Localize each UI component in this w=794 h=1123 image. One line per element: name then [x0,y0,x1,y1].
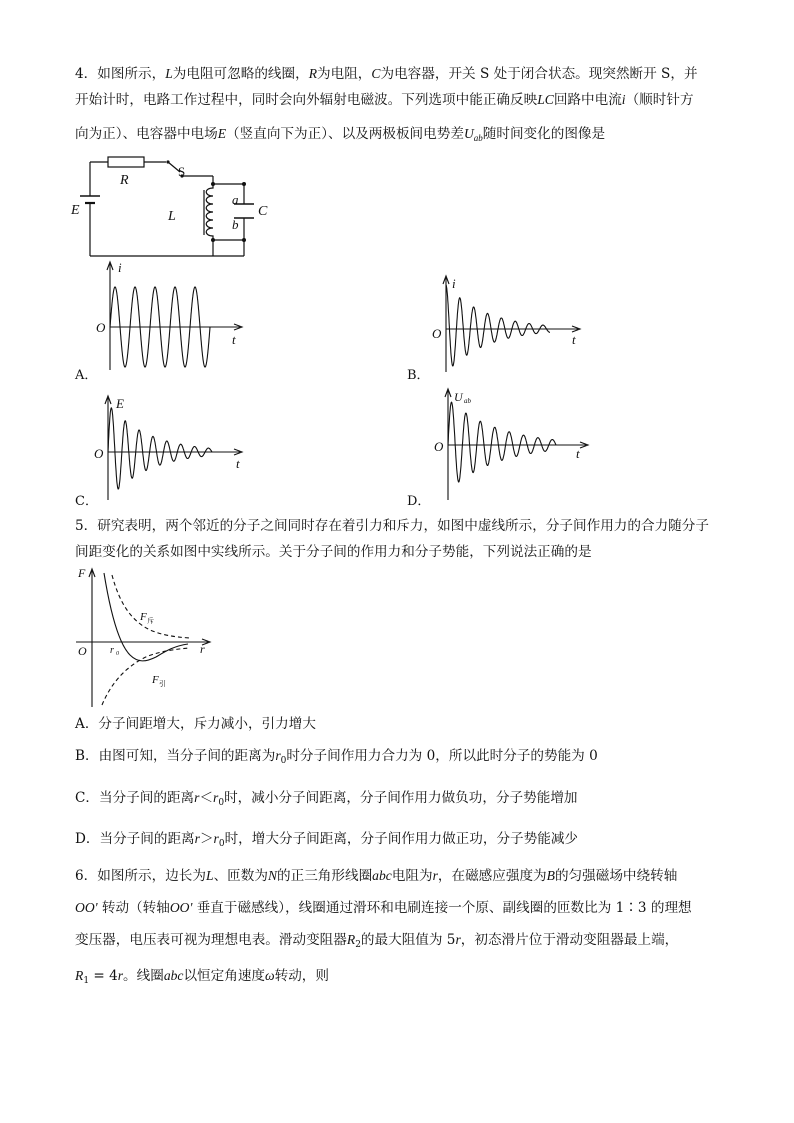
q5-option-b [75,747,598,765]
text: C．当分子间的距离 [75,790,195,806]
var-R: R [346,932,356,947]
var-omega: ω [265,968,275,983]
sub: 1 [83,976,90,986]
var-U-sub: ab [473,133,483,143]
text: 时，减小分子间距离，分子间作用力做负功，分子势能增加 [224,790,578,806]
var-U: U [463,126,474,141]
var-L: L [206,868,214,883]
lc-circuit-diagram [0,0,794,300]
var-OO: OO' [169,900,193,915]
var-r0: r [213,790,219,805]
option-d-letter: D． [407,494,431,509]
var-OO: OO' [75,900,98,915]
text: 时分子间作用力合力为 0，所以此时分子的势能为 0 [286,748,598,764]
option-b-y-label: i [452,276,456,291]
text: D．当分子间的距离 [75,831,195,847]
circuit-label-a: a [232,192,239,207]
repulsive-force-curve [112,575,190,638]
option-a-origin: O [96,320,106,335]
option-c-x-label: t [236,456,240,471]
text: = 4 [89,968,118,984]
var-r: r [194,790,200,805]
text: 电阻为 [391,868,433,884]
option-c-graph [80,392,260,502]
var-E: E [217,126,227,141]
q5-option-a: A．分子间距增大，斥力减小，引力增大 [75,716,316,732]
sub: 2 [355,940,361,950]
option-c-letter: C． [75,494,98,509]
var-R: R [308,66,318,81]
axis-label-r: r [200,642,205,656]
text: 的最大阻值为 5 [360,932,456,948]
option-c-y-label: E [116,396,124,411]
var-LC: LC [537,92,554,107]
text: 时，增大分子间距离，分子间作用力做正功，分子势能减少 [224,831,579,847]
q5-option-c [75,789,578,807]
option-d-y-label-sub: ab [464,397,471,405]
var-N: N [267,868,278,883]
text: 开始计时，电路工作过程中，同时会向外辐射电磁波。下列选项中能正确反映 [75,92,538,108]
text: 为电阻， [317,66,372,82]
text: ，在磁感应强度为 [437,868,547,884]
molecular-force-graph [70,565,220,710]
option-d-graph [420,385,600,503]
text: 。线圈 [123,968,164,984]
var-C: C [371,66,381,81]
circuit-label-E: E [71,203,80,218]
var-abc: abc [372,868,392,883]
option-b-graph [420,272,600,376]
text: 向为正）、电容器中电场 [75,126,218,142]
option-c-curve [108,408,212,489]
lt: ＜ [199,790,214,806]
text: 的匀强磁场中绕转轴 [554,868,678,884]
var-r: r [117,968,124,983]
circuit-label-R: R [120,173,129,188]
q6-line-2 [75,899,692,917]
option-a-letter: A． [75,368,98,383]
q5-line-1: 5．研究表明，两个邻近的分子之间同时存在着引力和斥力，如图中虚线所示，分子间作用力的合力随分子 [75,518,709,534]
text: 垂直于磁感线），线圈通过滑环和电刷连接一个原、副线圈的匝数比为 1∶3 的理想 [196,900,692,916]
var-r: r [432,868,438,883]
circuit-label-C: C [258,204,268,219]
text: 、匝数为 [213,868,268,884]
text: B．由图可知，当分子间的距离为 [75,748,276,764]
option-b-curve [446,285,550,366]
sub: 0 [218,839,225,849]
repulsive-label: F [140,611,147,623]
var-R: R [75,968,84,983]
repulsive-label-sub: 斥 [147,617,154,625]
circuit-label-L: L [168,209,176,224]
text: 的正三角形线圈 [277,868,373,884]
text: 随时间变化的图像是 [482,126,606,142]
text: 回路中电流 [553,92,622,108]
text: （顺时针方 [625,92,694,108]
sub: 0 [280,756,287,766]
var-i: i [621,92,626,107]
option-a-x-label: t [232,332,236,347]
var-r: r [275,748,281,763]
var-L: L [165,66,173,81]
option-d-curve [448,402,556,482]
text: ，初态滑片位于滑动变阻器最上端， [460,932,679,948]
r0-label-sub: 0 [116,651,119,657]
option-c-origin: O [94,446,104,461]
option-a-y-label: i [118,260,122,275]
option-d-x-label: t [576,446,580,461]
r0-label: r [110,645,114,656]
q5-option-d [75,830,578,848]
option-b-x-label: t [572,332,576,347]
text: 转动（转轴 [101,900,170,916]
text: 转动，则 [274,968,329,984]
text: 以恒定角速度 [183,968,266,984]
text: 变压器，电压表可视为理想电表。滑动变阻器 [75,932,347,948]
circuit-label-b: b [232,217,239,232]
gt: ＞ [199,831,214,847]
text: 为电阻可忽略的线圈， [172,66,309,82]
text: 6．如图所示，边长为 [75,868,206,884]
q5-line-2: 间距变化的关系如图中实线所示。关于分子间的作用力和分子势能，下列说法正确的是 [75,544,592,560]
option-d-origin: O [434,439,444,454]
var-abc: abc [163,968,184,983]
text: 为电容器，开关 S 处于闭合状态。现突然断开 S，并 [380,66,698,82]
var-B: B [546,868,555,883]
attractive-label: F [152,674,159,686]
axis-label-F: F [78,566,86,580]
var-r0: r [213,831,219,846]
circuit-label-S: S [178,164,186,179]
text: 4．如图所示， [75,66,166,82]
origin-label: O [78,644,87,658]
option-a-graph [80,258,260,376]
option-b-origin: O [432,326,442,341]
q6-line-1 [75,867,677,885]
option-d-y-label: U [454,390,463,404]
q6-line-4 [75,967,329,985]
var-r: r [194,831,200,846]
text: （竖直向下为正）、以及两极板间电势差 [226,126,464,142]
attractive-label-sub: 引 [159,680,166,688]
var-r: r [455,932,461,947]
q6-line-3 [75,931,678,949]
option-b-letter: B． [407,368,430,383]
sub: 0 [218,798,225,808]
